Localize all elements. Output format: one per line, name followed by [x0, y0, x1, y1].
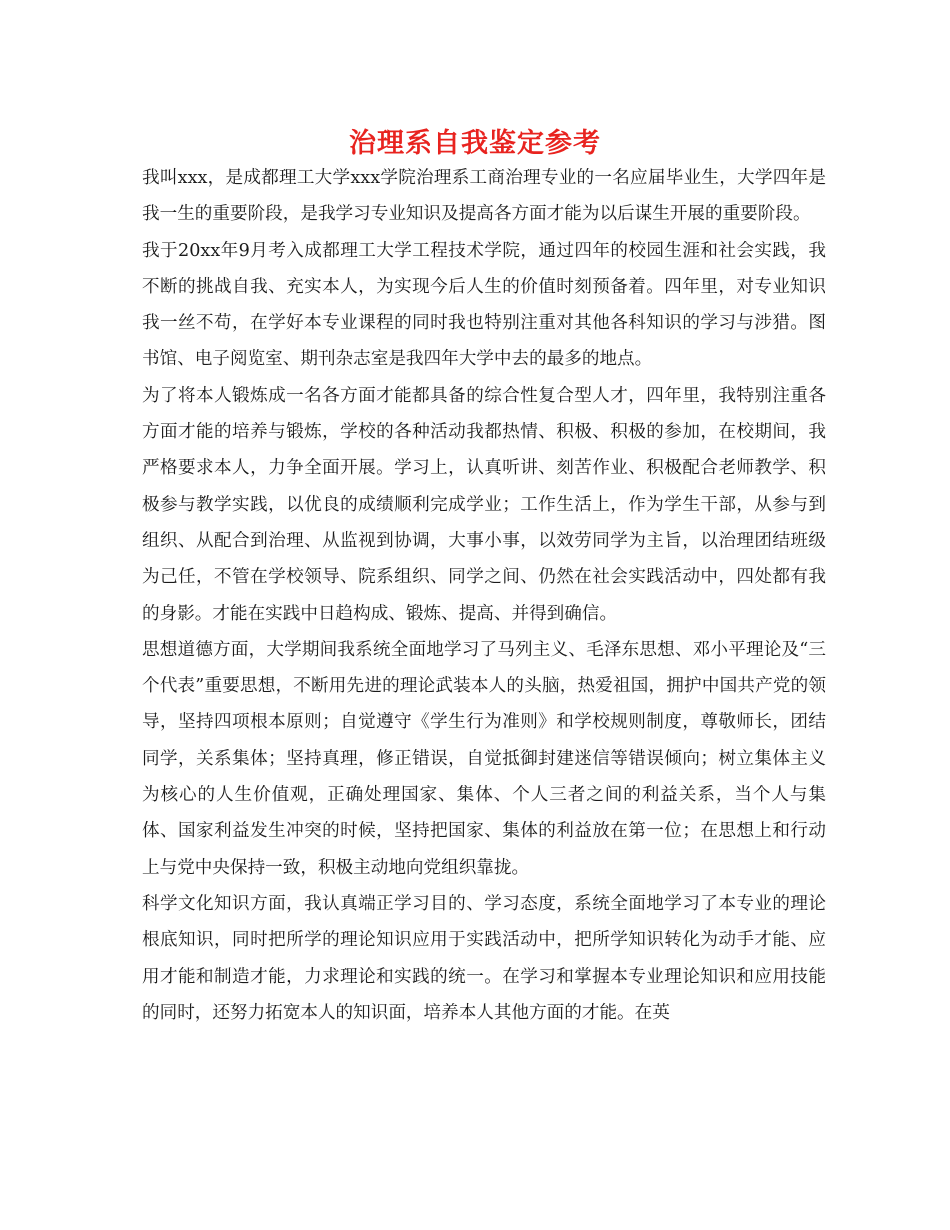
paragraph-ideology: 思想道德方面，大学期间我系统全面地学习了马列主义、毛泽东思想、邓小平理论及“三个代表”重要思想，不断用先进的理论武装本人的头脑，热爱祖国，拥护中国共产党的领导，坚持四项根本原则；自觉遵守《学生行为准则》和学校规则制度，尊敬师长，团结同学，关系集体；坚持真理，修正错误，自觉抵御封建迷信等错误倾向；树立集体主义为核心的人生价值观，正确处理国家、集体、个人三者之间的利益关系，当个人与集体、国家利益发生冲突的时候，坚持把国家、集体的利益放在第一位；在思想上和行动上与党中央保持一致，积极主动地向党组织靠拢。 [142, 639, 826, 878]
document-title: 治理系自我鉴定参考 [349, 128, 601, 159]
paragraph-intro: 我叫xxx，是成都理工大学xxx学院治理系工商治理专业的一名应届毕业生，大学四年是我一生的重要阶段，是我学习专业知识及提高各方面才能为以后谋生开展的重要阶段。 [142, 168, 826, 225]
paragraph-knowledge: 科学文化知识方面，我认真端正学习目的、学习态度，系统全面地学习了本专业的理论根底知识，同时把所学的理论知识应用于实践活动中，把所学知识转化为动手才能、应用才能和制造才能，力求理论和实践的统一。在学习和掌握本专业理论知识和应用技能的同时，还努力拓宽本人的知识面，培养本人其他方面的才能。在英 [142, 893, 826, 1023]
paragraph-abilities: 为了将本人锻炼成一名各方面才能都具备的综合性复合型人才，四年里，我特别注重各方面才能的培养与锻炼，学校的各种活动我都热情、积极、积极的参加，在校期间，我严格要求本人，力争全面开展。学习上，认真听讲、刻苦作业、积极配合老师教学、积极参与教学实践，以优良的成绩顺利完成学业；工作生活上，作为学生干部，从参与到组织、从配合到治理、从监视到协调，大事小事，以效劳同学为主旨，以治理团结班级为己任，不管在学校领导、院系组织、同学之间、仍然在社会实践活动中，四处都有我的身影。才能在实践中日趋构成、锻炼、提高、并得到确信。 [142, 385, 826, 624]
paragraph-study: 我于20xx年9月考入成都理工大学工程技术学院，通过四年的校园生涯和社会实践，我不断的挑战自我、充实本人，为实现今后人生的价值时刻预备着。四年里，对专业知识我一丝不苟，在学好本专业课程的同时我也特别注重对其他各科知识的学习与涉猎。图书馆、电子阅览室、期刊杂志室是我四年大学中去的最多的地点。 [142, 240, 826, 370]
document-body [142, 160, 826, 1031]
